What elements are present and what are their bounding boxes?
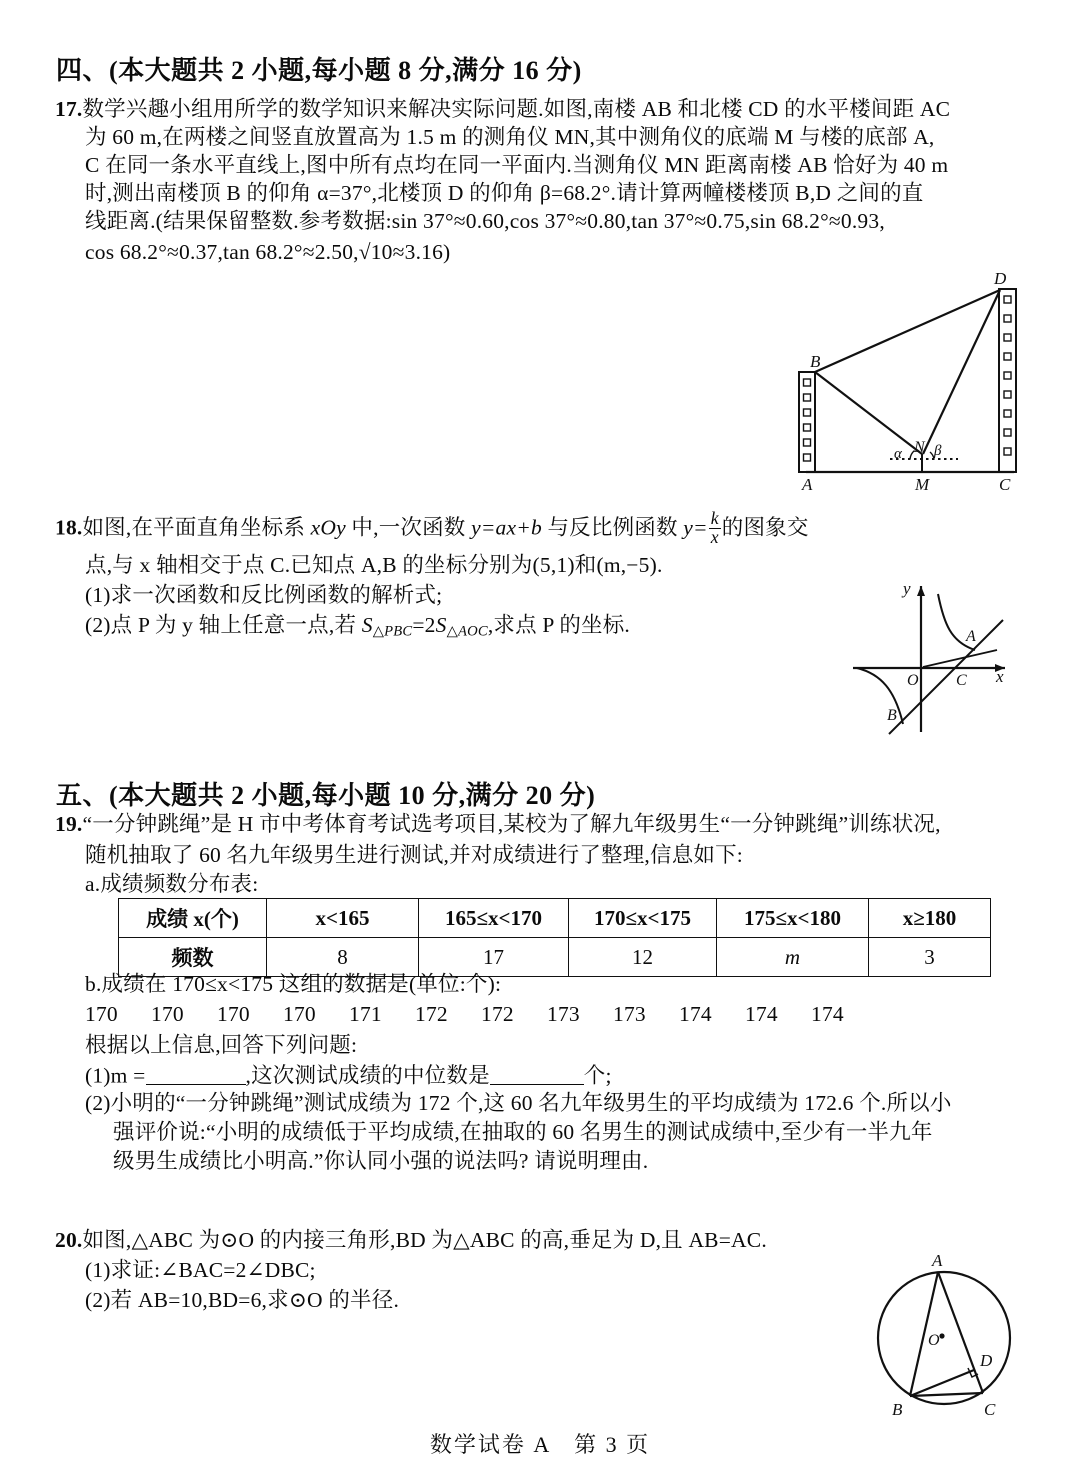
question-18-sub-2: [85, 613, 630, 645]
question-17-line-6: cos 68.2°≈0.37,tan 68.2°≈2.50,√10≈3.16): [85, 240, 451, 264]
buildings-diagram-svg: [786, 262, 1058, 502]
q18-area-2: S: [435, 613, 447, 637]
data-value-1: 170: [151, 1002, 184, 1026]
data-value-6: 172: [481, 1002, 514, 1026]
data-value-0: 170: [85, 1002, 118, 1026]
coordinate-graph-svg: [845, 572, 1020, 740]
q18-area-1-sub: △PBC: [372, 623, 413, 640]
svg-text:C: C: [999, 475, 1011, 494]
data-value-2: 170: [217, 1002, 250, 1026]
question-19-data-values: [85, 1002, 877, 1027]
question-20-line-1: [55, 1228, 767, 1253]
section-4-heading: 四、(本大题共 2 小题,每小题 8 分,满分 16 分): [56, 56, 582, 85]
svg-text:A: A: [932, 1251, 943, 1270]
data-value-3: 170: [283, 1002, 316, 1026]
table-header-row: [119, 899, 991, 938]
q18-s2b: ,求点 P 的坐标.: [487, 613, 630, 637]
frequency-distribution-table: [118, 898, 991, 977]
table-header-cell-2: 165≤x<170: [419, 899, 569, 938]
table-header-cell-3: 170≤x<175: [569, 899, 717, 938]
page-footer: 数学试卷 A 第 3 页: [429, 1432, 651, 1457]
svg-text:N: N: [914, 439, 925, 456]
q18-t1b: 中,一次函数: [345, 515, 472, 540]
table-cell-frequency-label: 频数: [119, 938, 267, 977]
q18-frac-num: k: [710, 508, 719, 528]
svg-text:B: B: [892, 1400, 903, 1419]
table-cell-freq-3: 12: [569, 938, 717, 977]
table-row: [119, 938, 991, 977]
q18-t1a: 如图,在平面直角坐标系: [82, 515, 311, 540]
question-19-line-2: 随机抽取了 60 名九年级男生进行测试,并对成绩进行了整理,信息如下:: [85, 843, 743, 867]
table-cell-freq-2: 17: [419, 938, 569, 977]
question-19-line-1: [55, 812, 941, 837]
svg-text:O: O: [907, 672, 919, 689]
q18-xoy: xOy: [310, 515, 346, 540]
svg-text:B: B: [887, 707, 897, 724]
question-18-figure: [845, 572, 1020, 740]
question-17-text-1: 数学兴趣小组用所学的数学知识来解决实际问题.如图,南楼 AB 和北楼 CD 的水平楼间距 AC: [82, 97, 951, 121]
question-19-sub-2-line-3: 级男生成绩比小明高.”你认同小强的说法吗? 请说明理由.: [113, 1149, 649, 1173]
circle-triangle-diagram-svg: [862, 1238, 1058, 1424]
q19-s1b: ,这次测试成绩的中位数是: [245, 1063, 490, 1088]
question-18-number: 18.: [55, 515, 83, 540]
svg-text:D: D: [994, 269, 1007, 288]
q18-s2a: (2)点 P 为 y 轴上任意一点,若: [85, 613, 362, 637]
svg-text:β: β: [934, 443, 942, 459]
question-17-figure: [786, 262, 1058, 502]
data-value-4: 171: [349, 1002, 382, 1026]
question-17-line-2: 为 60 m,在两楼之间竖直放置高为 1.5 m 的测角仪 MN,其中测角仪的底端 M 与楼的底部 A,: [85, 125, 935, 149]
question-20-number: 20.: [55, 1228, 83, 1252]
q18-t1c: 与反比例函数: [541, 515, 684, 540]
question-17-line-5: 线距离.(结果保留整数.参考数据:sin 37°≈0.60,cos 37°≈0.80,tan 37°≈0.75,sin 68.2°≈0.93,: [85, 209, 885, 233]
question-18-line-1: [55, 510, 809, 547]
question-19-sub-1: [85, 1062, 612, 1089]
q18-area-2-sub: △AOC: [446, 623, 488, 640]
q19-s1a: (1)m =: [85, 1063, 146, 1088]
svg-text:A: A: [802, 475, 813, 494]
q18-k-over-x: [709, 510, 721, 547]
table-cell-freq-1: 8: [267, 938, 419, 977]
table-header-cell-4: 175≤x<180: [717, 899, 869, 938]
answer-blank-median[interactable]: [490, 1062, 584, 1085]
data-value-10: 174: [745, 1002, 778, 1026]
question-19-prompt: 根据以上信息,回答下列问题:: [85, 1033, 358, 1057]
question-19-sub-2-line-2: 强评价说:“小明的成绩低于平均成绩,在抽取的 60 名男生的测试成绩中,至少有一半九年: [113, 1120, 933, 1144]
q18-eq: =2: [412, 613, 436, 637]
q18-linear-fn: y=ax+b: [471, 515, 542, 540]
table-cell-freq-4: m: [717, 938, 869, 977]
svg-text:C: C: [956, 672, 967, 689]
svg-text:α: α: [894, 446, 902, 462]
question-20-sub-1: (1)求证:∠BAC=2∠DBC;: [85, 1258, 316, 1282]
q19-s1c: 个;: [583, 1063, 612, 1088]
table-cell-freq-5: 3: [869, 938, 991, 977]
question-19-item-a: a.成绩频数分布表:: [85, 872, 259, 896]
data-value-9: 174: [679, 1002, 712, 1026]
question-17-line-3: C 在同一条水平直线上,图中所有点均在同一平面内.当测角仪 MN 距离南楼 AB 恰好为 40 m: [85, 153, 949, 177]
svg-text:C: C: [984, 1400, 996, 1419]
question-17-number: 17.: [55, 97, 83, 121]
table-header-cell-1: x<165: [267, 899, 419, 938]
q18-area-1: S: [361, 613, 373, 637]
data-value-11: 174: [811, 1002, 844, 1026]
data-value-5: 172: [415, 1002, 448, 1026]
section-5-heading: 五、(本大题共 2 小题,每小题 10 分,满分 20 分): [56, 781, 596, 810]
question-20-sub-2: (2)若 AB=10,BD=6,求⊙O 的半径.: [85, 1288, 400, 1312]
q19-t1: “一分钟跳绳”是 H 市中考体育考试选考项目,某校为了解九年级男生“一分钟跳绳”训练状况,: [82, 812, 941, 836]
question-18-sub-1: (1)求一次函数和反比例函数的解析式;: [85, 583, 443, 607]
question-19-number: 19.: [55, 812, 83, 836]
q20-t1: 如图,△ABC 为⊙O 的内接三角形,BD 为△ABC 的高,垂足为 D,且 AB=AC.: [82, 1228, 767, 1252]
question-17-line-4: 时,测出南楼顶 B 的仰角 α=37°,北楼顶 D 的仰角 β=68.2°.请计算两幢楼楼顶 B,D 之间的直: [85, 181, 924, 205]
svg-text:D: D: [980, 1351, 993, 1370]
table-header-cell-5: x≥180: [869, 899, 991, 938]
q18-frac-den: x: [710, 526, 719, 547]
svg-text:O: O: [928, 1332, 940, 1349]
data-value-7: 173: [547, 1002, 580, 1026]
question-18-line-2: 点,与 x 轴相交于点 C.已知点 A,B 的坐标分别为(5,1)和(m,−5).: [85, 553, 663, 577]
question-19-item-b: b.成绩在 170≤x<175 这组的数据是(单位:个):: [85, 972, 502, 996]
question-17-line-1: [55, 97, 950, 122]
data-value-8: 173: [613, 1002, 646, 1026]
svg-text:M: M: [915, 475, 930, 494]
table-header-cell-0: 成绩 x(个): [119, 899, 267, 938]
q18-inverse-fn: y=: [683, 515, 708, 540]
svg-text:B: B: [810, 352, 821, 371]
q18-t1d: 的图象交: [721, 515, 809, 540]
svg-text:A: A: [966, 628, 976, 645]
question-20-figure: [862, 1238, 1058, 1424]
svg-text:x: x: [996, 667, 1004, 686]
answer-blank-m[interactable]: [146, 1062, 246, 1085]
svg-text:y: y: [903, 579, 911, 598]
question-19-sub-2-line-1: (2)小明的“一分钟跳绳”测试成绩为 172 个,这 60 名九年级男生的平均成绩为 172.6 个.所以小: [85, 1091, 952, 1115]
